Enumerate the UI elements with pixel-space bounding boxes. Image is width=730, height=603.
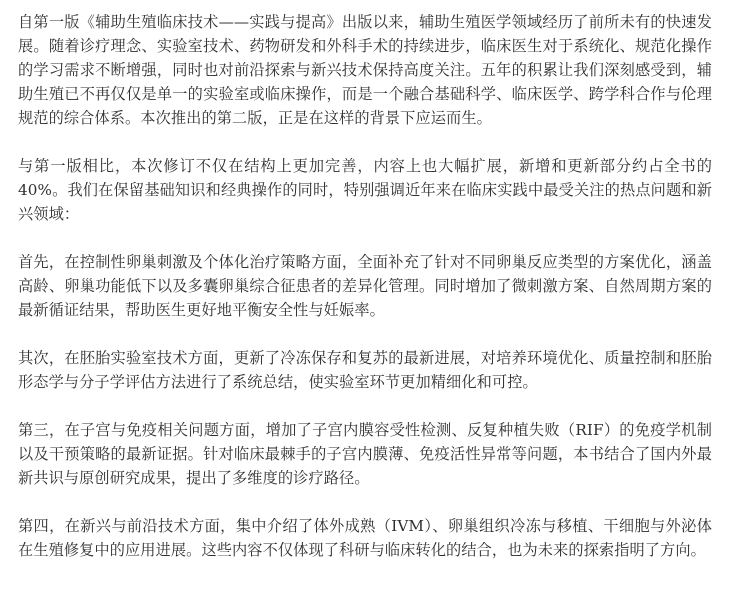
paragraph-frontier-technology: 第四，在新兴与前沿技术方面，集中介绍了体外成熟（IVM）、卵巢组织冷冻与移植、干细胞与外泌体在生殖修复中的应用进展。这些内容不仅体现了科研与临床转化的结合，也为未来的探索指明了方向。	[18, 517, 712, 559]
paragraph-uterine-immune: 第三，在子宫与免疫相关问题方面，增加了子宫内膜容受性检测、反复种植失败（RIF）的免疫学机制以及干预策略的最新证据。针对临床最棘手的子宫内膜薄、免疫活性异常等问题，本书结合了国内外最新共识与原创研究成果，提出了多维度的诊疗路径。	[18, 421, 712, 487]
paragraph-ovarian-stimulation: 首先，在控制性卵巢刺激及个体化治疗策略方面，全面补充了针对不同卵巢反应类型的方案优化，涵盖高龄、卵巢功能低下以及多囊卵巢综合征患者的差异化管理。同时增加了微刺激方案、自然周期方案的最新循证结果，帮助医生更好地平衡安全性与妊娠率。	[18, 253, 712, 319]
paragraph-revision-overview: 与第一版相比，本次修订不仅在结构上更加完善，内容上也大幅扩展，新增和更新部分约占全书的 40%。我们在保留基础知识和经典操作的同时，特别强调近年来在临床实践中最受关注的热点问题和新兴领域：	[18, 157, 712, 223]
paragraph-intro: 自第一版《辅助生殖临床技术——实践与提高》出版以来，辅助生殖医学领域经历了前所未有的快速发展。随着诊疗理念、实验室技术、药物研发和外科手术的持续进步，临床医生对于系统化、规范化操作的学习需求不断增强，同时也对前沿探索与新兴技术保持高度关注。五年的积累让我们深刻感受到，辅助生殖已不再仅仅是单一的实验室或临床操作，而是一个融合基础科学、临床医学、跨学科合作与伦理规范的综合体系。本次推出的第二版，正是在这样的背景下应运而生。	[18, 13, 712, 127]
paragraph-embryo-laboratory: 其次，在胚胎实验室技术方面，更新了冷冻保存和复苏的最新进展，对培养环境优化、质量控制和胚胎形态学与分子学评估方法进行了系统总结，使实验室环节更加精细化和可控。	[18, 349, 712, 391]
